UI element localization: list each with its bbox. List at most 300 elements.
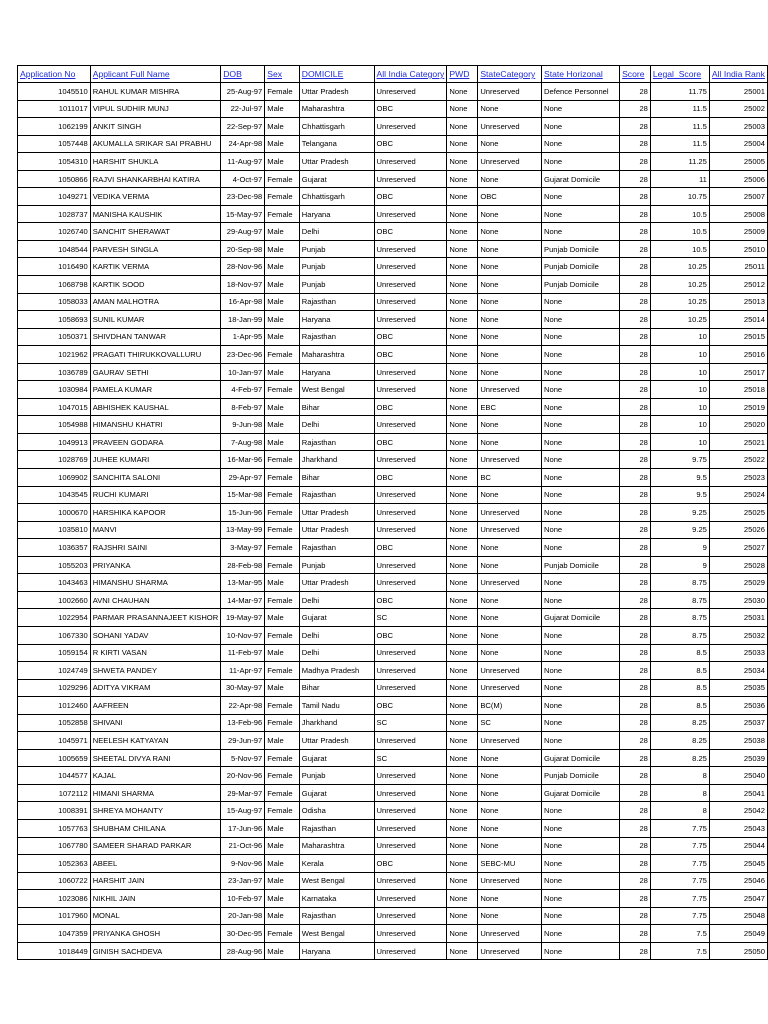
- state-category-cell: None: [478, 258, 542, 276]
- pwd-cell: None: [447, 276, 478, 294]
- sex-cell: Female: [265, 83, 300, 101]
- applicant-name-cell: AMAN MALHOTRA: [90, 293, 220, 311]
- all-india-rank-cell: 25030: [709, 591, 767, 609]
- domicile-cell: Gujarat: [299, 749, 374, 767]
- pwd-cell: None: [447, 626, 478, 644]
- all-india-category-cell: OBC: [374, 855, 447, 873]
- sex-cell: Male: [265, 907, 300, 925]
- all-india-category-cell: Unreserved: [374, 276, 447, 294]
- all-india-rank-cell: 25011: [709, 258, 767, 276]
- score-cell: 28: [620, 170, 651, 188]
- pwd-cell: None: [447, 363, 478, 381]
- domicile-cell: Maharashtra: [299, 346, 374, 364]
- state-horizonal-cell: None: [542, 118, 620, 136]
- state-horizonal-cell: None: [542, 626, 620, 644]
- applicant-name-cell: PRIYANKA GHOSH: [90, 925, 220, 943]
- pwd-cell: None: [447, 802, 478, 820]
- legal-score-cell: 8.75: [650, 609, 709, 627]
- state-category-cell: None: [478, 205, 542, 223]
- score-cell: 28: [620, 539, 651, 557]
- application-no-cell: 1028737: [18, 205, 91, 223]
- legal-score-cell: 8: [650, 784, 709, 802]
- application-no-cell: 1043545: [18, 486, 91, 504]
- application-no-cell: 1052363: [18, 855, 91, 873]
- all-india-rank-cell: 25010: [709, 240, 767, 258]
- applicant-name-cell: ANKIT SINGH: [90, 118, 220, 136]
- all-india-rank-cell: 25029: [709, 574, 767, 592]
- all-india-rank-cell: 25009: [709, 223, 767, 241]
- application-no-cell: 1048544: [18, 240, 91, 258]
- domicile-cell: Punjab: [299, 240, 374, 258]
- table-row: [18, 328, 768, 346]
- table-row: [18, 942, 768, 960]
- dob-cell: 11-Apr-97: [221, 662, 265, 680]
- applicant-name-cell: HIMANI SHARMA: [90, 784, 220, 802]
- application-no-cell: 1052858: [18, 714, 91, 732]
- dob-cell: 4-Oct-97: [221, 170, 265, 188]
- applicant-name-cell: KAJAL: [90, 767, 220, 785]
- legal-score-cell: 8.5: [650, 662, 709, 680]
- dob-cell: 20-Nov-96: [221, 767, 265, 785]
- pwd-cell: None: [447, 398, 478, 416]
- application-no-cell: 1024749: [18, 662, 91, 680]
- state-horizonal-cell: None: [542, 433, 620, 451]
- state-horizonal-cell: None: [542, 381, 620, 399]
- sex-cell: Male: [265, 855, 300, 873]
- all-india-category-cell: Unreserved: [374, 521, 447, 539]
- dob-cell: 10-Jan-97: [221, 363, 265, 381]
- all-india-category-cell: Unreserved: [374, 732, 447, 750]
- table-row: [18, 258, 768, 276]
- application-no-cell: 1045971: [18, 732, 91, 750]
- table-row: [18, 188, 768, 206]
- all-india-category-cell: Unreserved: [374, 784, 447, 802]
- state-category-cell: SC: [478, 714, 542, 732]
- sex-cell: Male: [265, 644, 300, 662]
- state-category-cell: None: [478, 784, 542, 802]
- table-row: [18, 767, 768, 785]
- legal-score-cell: 9.25: [650, 521, 709, 539]
- state-horizonal-cell: None: [542, 907, 620, 925]
- table-row: [18, 469, 768, 487]
- legal-score-cell: 9.25: [650, 504, 709, 522]
- all-india-rank-cell: 25047: [709, 890, 767, 908]
- score-cell: 28: [620, 872, 651, 890]
- pwd-cell: None: [447, 118, 478, 136]
- applicant-name-cell: GAURAV SETHI: [90, 363, 220, 381]
- legal-score-cell: 10: [650, 433, 709, 451]
- legal-score-cell: 10.25: [650, 293, 709, 311]
- domicile-cell: Rajasthan: [299, 819, 374, 837]
- all-india-rank-cell: 25018: [709, 381, 767, 399]
- table-row: [18, 293, 768, 311]
- pwd-cell: None: [447, 749, 478, 767]
- applicant-name-cell: SHEETAL DIVYA RANI: [90, 749, 220, 767]
- state-horizonal-cell: None: [542, 714, 620, 732]
- applicant-name-cell: RAJVI SHANKARBHAI KATIRA: [90, 170, 220, 188]
- all-india-category-cell: OBC: [374, 398, 447, 416]
- state-horizonal-cell: None: [542, 153, 620, 171]
- pwd-cell: None: [447, 504, 478, 522]
- application-no-cell: 1023086: [18, 890, 91, 908]
- domicile-cell: Uttar Pradesh: [299, 574, 374, 592]
- all-india-rank-cell: 25039: [709, 749, 767, 767]
- applicant-name-cell: KARTIK SOOD: [90, 276, 220, 294]
- legal-score-cell: 7.5: [650, 925, 709, 943]
- sex-cell: Male: [265, 732, 300, 750]
- all-india-category-cell: Unreserved: [374, 118, 447, 136]
- legal-score-cell: 8.25: [650, 732, 709, 750]
- dob-cell: 23-Jan-97: [221, 872, 265, 890]
- state-horizonal-cell: None: [542, 311, 620, 329]
- table-row: [18, 855, 768, 873]
- state-category-cell: None: [478, 363, 542, 381]
- state-category-cell: None: [478, 802, 542, 820]
- all-india-rank-cell: 25016: [709, 346, 767, 364]
- legal-score-cell: 9.5: [650, 486, 709, 504]
- state-category-cell: Unreserved: [478, 451, 542, 469]
- domicile-cell: Chhattisgarh: [299, 188, 374, 206]
- sex-cell: Male: [265, 311, 300, 329]
- pwd-cell: None: [447, 240, 478, 258]
- pwd-cell: None: [447, 433, 478, 451]
- dob-cell: 15-Jun-96: [221, 504, 265, 522]
- pwd-cell: None: [447, 837, 478, 855]
- sex-cell: Female: [265, 504, 300, 522]
- pwd-cell: None: [447, 100, 478, 118]
- all-india-rank-cell: 25028: [709, 556, 767, 574]
- pwd-cell: None: [447, 135, 478, 153]
- sex-cell: Male: [265, 363, 300, 381]
- state-category-cell: None: [478, 135, 542, 153]
- dob-cell: 24-Apr-98: [221, 135, 265, 153]
- domicile-cell: Chhattisgarh: [299, 118, 374, 136]
- dob-cell: 28-Nov-96: [221, 258, 265, 276]
- applicant-name-cell: PAMELA KUMAR: [90, 381, 220, 399]
- pwd-cell: None: [447, 170, 478, 188]
- sex-cell: Female: [265, 521, 300, 539]
- header-all-india-category: All India Category: [374, 66, 447, 83]
- all-india-category-cell: Unreserved: [374, 83, 447, 101]
- legal-score-cell: 8: [650, 802, 709, 820]
- sex-cell: Male: [265, 819, 300, 837]
- domicile-cell: West Bengal: [299, 872, 374, 890]
- all-india-category-cell: Unreserved: [374, 890, 447, 908]
- state-horizonal-cell: Defence Personnel: [542, 83, 620, 101]
- sex-cell: Female: [265, 346, 300, 364]
- all-india-category-cell: Unreserved: [374, 574, 447, 592]
- domicile-cell: Maharashtra: [299, 837, 374, 855]
- domicile-cell: West Bengal: [299, 381, 374, 399]
- state-category-cell: Unreserved: [478, 925, 542, 943]
- table-row: [18, 504, 768, 522]
- score-cell: 28: [620, 591, 651, 609]
- all-india-category-cell: Unreserved: [374, 662, 447, 680]
- dob-cell: 29-Jun-97: [221, 732, 265, 750]
- applicant-name-cell: SHIVDHAN TANWAR: [90, 328, 220, 346]
- dob-cell: 11-Aug-97: [221, 153, 265, 171]
- all-india-rank-cell: 25004: [709, 135, 767, 153]
- legal-score-cell: 11.25: [650, 153, 709, 171]
- legal-score-cell: 7.75: [650, 837, 709, 855]
- dob-cell: 11-Feb-97: [221, 644, 265, 662]
- legal-score-cell: 10: [650, 328, 709, 346]
- state-horizonal-cell: None: [542, 223, 620, 241]
- applicant-name-cell: AAFREEN: [90, 697, 220, 715]
- application-no-cell: 1060722: [18, 872, 91, 890]
- pwd-cell: None: [447, 346, 478, 364]
- applicant-name-cell: NIKHIL JAIN: [90, 890, 220, 908]
- application-no-cell: 1050866: [18, 170, 91, 188]
- applicant-name-cell: PRAGATI THIRUKKOVALLURU: [90, 346, 220, 364]
- application-no-cell: 1036357: [18, 539, 91, 557]
- table-row: [18, 276, 768, 294]
- merit-list-table: [17, 65, 768, 960]
- application-no-cell: 1059154: [18, 644, 91, 662]
- state-category-cell: EBC: [478, 398, 542, 416]
- sex-cell: Male: [265, 153, 300, 171]
- table-row: [18, 451, 768, 469]
- table-row: [18, 872, 768, 890]
- domicile-cell: Jharkhand: [299, 714, 374, 732]
- domicile-cell: Odisha: [299, 802, 374, 820]
- application-no-cell: 1022954: [18, 609, 91, 627]
- score-cell: 28: [620, 153, 651, 171]
- sex-cell: Male: [265, 240, 300, 258]
- state-category-cell: None: [478, 240, 542, 258]
- pwd-cell: None: [447, 784, 478, 802]
- domicile-cell: Uttar Pradesh: [299, 83, 374, 101]
- all-india-rank-cell: 25019: [709, 398, 767, 416]
- applicant-name-cell: PARVESH SINGLA: [90, 240, 220, 258]
- state-category-cell: None: [478, 346, 542, 364]
- table-row: [18, 539, 768, 557]
- pwd-cell: None: [447, 293, 478, 311]
- sex-cell: Female: [265, 188, 300, 206]
- all-india-category-cell: Unreserved: [374, 679, 447, 697]
- legal-score-cell: 7.75: [650, 907, 709, 925]
- domicile-cell: Madhya Pradesh: [299, 662, 374, 680]
- pwd-cell: None: [447, 609, 478, 627]
- legal-score-cell: 7.75: [650, 855, 709, 873]
- state-horizonal-cell: Gujarat Domicile: [542, 170, 620, 188]
- sex-cell: Female: [265, 556, 300, 574]
- sex-cell: Female: [265, 784, 300, 802]
- score-cell: 28: [620, 556, 651, 574]
- all-india-category-cell: OBC: [374, 433, 447, 451]
- all-india-rank-cell: 25025: [709, 504, 767, 522]
- legal-score-cell: 10.5: [650, 240, 709, 258]
- domicile-cell: Delhi: [299, 591, 374, 609]
- sex-cell: Male: [265, 679, 300, 697]
- all-india-rank-cell: 25022: [709, 451, 767, 469]
- score-cell: 28: [620, 925, 651, 943]
- application-no-cell: 1016490: [18, 258, 91, 276]
- all-india-rank-cell: 25007: [709, 188, 767, 206]
- table-row: [18, 925, 768, 943]
- application-no-cell: 1050371: [18, 328, 91, 346]
- state-horizonal-cell: None: [542, 521, 620, 539]
- all-india-rank-cell: 25040: [709, 767, 767, 785]
- domicile-cell: Uttar Pradesh: [299, 504, 374, 522]
- dob-cell: 4-Feb-97: [221, 381, 265, 399]
- table-row: [18, 662, 768, 680]
- dob-cell: 28-Feb-98: [221, 556, 265, 574]
- applicant-name-cell: SUNIL KUMAR: [90, 311, 220, 329]
- applicant-name-cell: SHUBHAM CHILANA: [90, 819, 220, 837]
- applicant-name-cell: MONAL: [90, 907, 220, 925]
- header-pwd: PWD: [447, 66, 478, 83]
- application-no-cell: 1011017: [18, 100, 91, 118]
- state-horizonal-cell: None: [542, 662, 620, 680]
- score-cell: 28: [620, 837, 651, 855]
- table-row: [18, 907, 768, 925]
- applicant-name-cell: AKUMALLA SRIKAR SAI PRABHU: [90, 135, 220, 153]
- domicile-cell: Punjab: [299, 767, 374, 785]
- domicile-cell: Haryana: [299, 363, 374, 381]
- header-domicile: DOMICILE: [299, 66, 374, 83]
- dob-cell: 13-Mar-95: [221, 574, 265, 592]
- all-india-category-cell: SC: [374, 749, 447, 767]
- score-cell: 28: [620, 574, 651, 592]
- state-horizonal-cell: None: [542, 644, 620, 662]
- state-category-cell: Unreserved: [478, 521, 542, 539]
- dob-cell: 23-Dec-98: [221, 188, 265, 206]
- domicile-cell: Gujarat: [299, 784, 374, 802]
- score-cell: 28: [620, 346, 651, 364]
- score-cell: 28: [620, 855, 651, 873]
- state-horizonal-cell: None: [542, 855, 620, 873]
- state-horizonal-cell: None: [542, 293, 620, 311]
- legal-score-cell: 11.5: [650, 118, 709, 136]
- score-cell: 28: [620, 416, 651, 434]
- pwd-cell: None: [447, 872, 478, 890]
- score-cell: 28: [620, 293, 651, 311]
- score-cell: 28: [620, 258, 651, 276]
- all-india-rank-cell: 25021: [709, 433, 767, 451]
- table-row: [18, 556, 768, 574]
- application-no-cell: 1054310: [18, 153, 91, 171]
- all-india-rank-cell: 25002: [709, 100, 767, 118]
- state-category-cell: None: [478, 609, 542, 627]
- dob-cell: 10-Nov-97: [221, 626, 265, 644]
- pwd-cell: None: [447, 521, 478, 539]
- pwd-cell: None: [447, 714, 478, 732]
- header-row: [18, 66, 768, 83]
- sex-cell: Female: [265, 486, 300, 504]
- dob-cell: 20-Sep-98: [221, 240, 265, 258]
- state-category-cell: None: [478, 767, 542, 785]
- legal-score-cell: 8.75: [650, 591, 709, 609]
- all-india-category-cell: Unreserved: [374, 486, 447, 504]
- pwd-cell: None: [447, 381, 478, 399]
- all-india-category-cell: OBC: [374, 469, 447, 487]
- all-india-category-cell: Unreserved: [374, 767, 447, 785]
- dob-cell: 17-Jun-96: [221, 819, 265, 837]
- table-row: [18, 626, 768, 644]
- score-cell: 28: [620, 381, 651, 399]
- all-india-rank-cell: 25020: [709, 416, 767, 434]
- application-no-cell: 1021962: [18, 346, 91, 364]
- state-horizonal-cell: Gujarat Domicile: [542, 609, 620, 627]
- domicile-cell: Delhi: [299, 416, 374, 434]
- table-row: [18, 679, 768, 697]
- application-no-cell: 1002660: [18, 591, 91, 609]
- sex-cell: Male: [265, 574, 300, 592]
- domicile-cell: West Bengal: [299, 925, 374, 943]
- legal-score-cell: 11: [650, 170, 709, 188]
- state-category-cell: None: [478, 293, 542, 311]
- state-category-cell: Unreserved: [478, 732, 542, 750]
- application-no-cell: 1067330: [18, 626, 91, 644]
- legal-score-cell: 10.5: [650, 205, 709, 223]
- applicant-name-cell: SANCHITA SALONI: [90, 469, 220, 487]
- pwd-cell: None: [447, 925, 478, 943]
- domicile-cell: Punjab: [299, 276, 374, 294]
- all-india-category-cell: SC: [374, 714, 447, 732]
- applicant-name-cell: AVNI CHAUHAN: [90, 591, 220, 609]
- all-india-category-cell: Unreserved: [374, 872, 447, 890]
- state-horizonal-cell: None: [542, 469, 620, 487]
- score-cell: 28: [620, 188, 651, 206]
- pwd-cell: None: [447, 416, 478, 434]
- domicile-cell: Punjab: [299, 258, 374, 276]
- applicant-name-cell: NEELESH KATYAYAN: [90, 732, 220, 750]
- table-row: [18, 118, 768, 136]
- applicant-name-cell: HIMANSHU KHATRI: [90, 416, 220, 434]
- dob-cell: 22-Apr-98: [221, 697, 265, 715]
- dob-cell: 13-Feb-96: [221, 714, 265, 732]
- applicant-name-cell: RAJSHRI SAINI: [90, 539, 220, 557]
- table-row: [18, 837, 768, 855]
- application-no-cell: 1017960: [18, 907, 91, 925]
- score-cell: 28: [620, 644, 651, 662]
- domicile-cell: Kerala: [299, 855, 374, 873]
- header-legal-score: Legal_Score: [650, 66, 709, 83]
- table-row: [18, 153, 768, 171]
- legal-score-cell: 9: [650, 556, 709, 574]
- applicant-name-cell: JUHEE KUMARI: [90, 451, 220, 469]
- state-category-cell: BC(M): [478, 697, 542, 715]
- domicile-cell: Rajasthan: [299, 328, 374, 346]
- all-india-rank-cell: 25008: [709, 205, 767, 223]
- score-cell: 28: [620, 697, 651, 715]
- state-horizonal-cell: None: [542, 504, 620, 522]
- all-india-rank-cell: 25048: [709, 907, 767, 925]
- table-row: [18, 714, 768, 732]
- score-cell: 28: [620, 205, 651, 223]
- legal-score-cell: 7.75: [650, 872, 709, 890]
- all-india-rank-cell: 25012: [709, 276, 767, 294]
- legal-score-cell: 8.25: [650, 714, 709, 732]
- legal-score-cell: 10: [650, 416, 709, 434]
- applicant-name-cell: VIPUL SUDHIR MUNJ: [90, 100, 220, 118]
- pwd-cell: None: [447, 258, 478, 276]
- all-india-category-cell: Unreserved: [374, 153, 447, 171]
- sex-cell: Female: [265, 539, 300, 557]
- header-sex: Sex: [265, 66, 300, 83]
- applicant-name-cell: PRIYANKA: [90, 556, 220, 574]
- table-row: [18, 240, 768, 258]
- application-no-cell: 1043463: [18, 574, 91, 592]
- domicile-cell: Bihar: [299, 679, 374, 697]
- state-category-cell: None: [478, 311, 542, 329]
- table-row: [18, 574, 768, 592]
- score-cell: 28: [620, 311, 651, 329]
- header-dob: DOB: [221, 66, 265, 83]
- all-india-category-cell: Unreserved: [374, 819, 447, 837]
- pwd-cell: None: [447, 311, 478, 329]
